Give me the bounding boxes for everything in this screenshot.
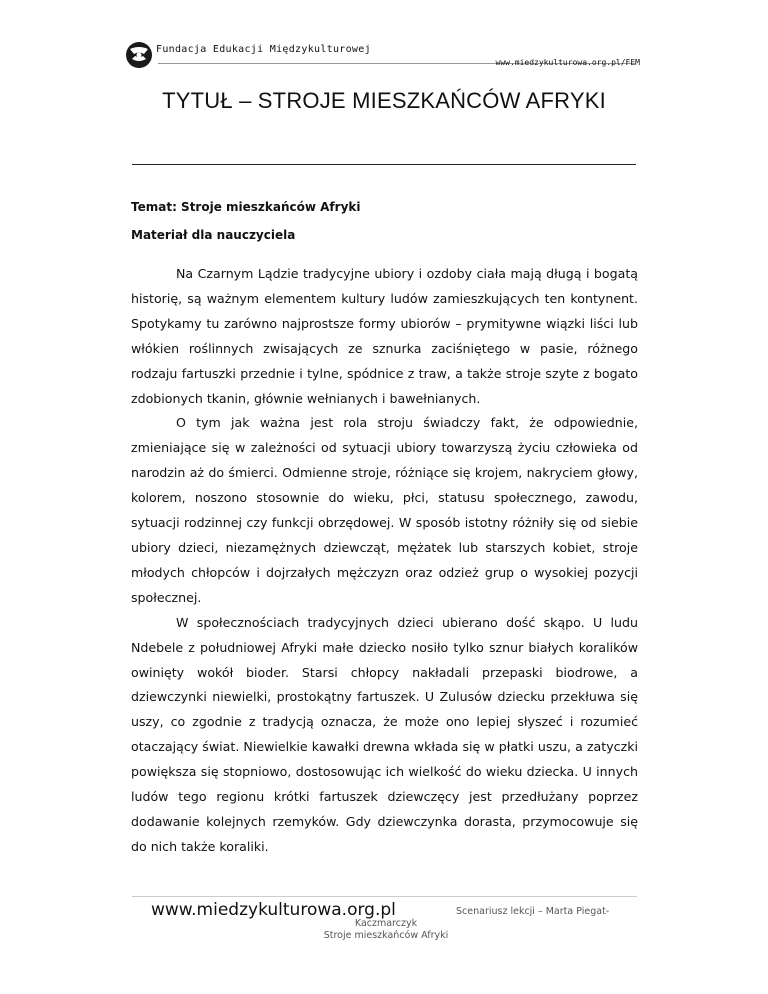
page-title: TYTUŁ – STROJE MIESZKAŃCÓW AFRYKI — [162, 88, 606, 113]
topic-heading: Temat: Stroje mieszkańców Afryki — [131, 200, 361, 214]
footer-scenario-credit: Scenariusz lekcji – Marta Piegat- — [456, 906, 610, 917]
paragraph: O tym jak ważna jest rola stroju świadczy fakt, że odpowiednie, zmieniające się w zależności od sytuacji ubiory towarzyszą życiu człowieka od narodzin aż do śmierci. Odmienne stroje, różniące się krojem, nakryciem głowy, kolorem, noszono stosownie do wieku, płci, statusu społecznego, zawodu, sytuacji rodzinnej czy funkcji obrzędowej. W sposób istotny różniły się od siebie ubiory dzieci, niezamężnych dziewcząt, mężatek lub starszych kobiet, stroje młodych chłopców i dojrzałych mężczyzn oraz odzież grup o wysokiej pozycji społecznej. — [131, 415, 638, 605]
footer-url-link[interactable]: www.miedzykulturowa.org.pl — [151, 900, 396, 920]
footer-divider — [132, 896, 637, 897]
paragraph: W społecznościach tradycyjnych dzieci ubierano dość skąpo. U ludu Ndebele z południowej Afryki małe dziecko nosiło tylko sznur białych koralików owinięty wokół bioder. Starsi chłopcy nakładali przepaski biodrowe, a dziewczynki niewielki, prostokątny fartuszek. U Zulusów dziecku przekłuwa się uszy, co zgodnie z tradycją oznacza, że może ono lepiej słyszeć i rozumieć otaczający świat. Niewielkie kawałki drewna wkłada się w płatki uszu, a zatyczki powiększa się stopniowo, dostosowując ich wielkość do wieku dziecka. U innych ludów tego regionu krótki fartuszek dziewczęcy jest przedłużany poprzez dodawanie kolejnych rzemyków. Gdy dziewczynka dorasta, przymocowuje się do nich także koraliki. — [131, 614, 638, 854]
paragraph: Na Czarnym Lądzie tradycyjne ubiory i ozdoby ciała mają długą i bogatą historię, są ważnym elementem kultury ludów zamieszkujących ten kontynent. Spotykamy tu zarówno najprostsze formy ubiorów – prymitywne wiązki liści lub włókien roślinnych zwisających ze sznurka zaciśniętego w pasie, różnego rodzaju fartuszki przednie i tylne, spódnice z traw, a także stroje szyte z bogato zdobionych tkanin, głównie wełnianych i bawełnianych. — [131, 266, 638, 406]
org-name: Fundacja Edukacji Międzykulturowej — [156, 44, 371, 55]
header-url-link[interactable]: www.miedzykulturowa.org.pl/FEM — [495, 58, 640, 67]
foundation-logo-icon — [124, 40, 154, 70]
material-heading: Materiał dla nauczyciela — [131, 228, 296, 242]
footer-author: Kaczmarczyk — [354, 918, 418, 929]
title-divider — [132, 164, 636, 165]
footer-topic: Stroje mieszkańców Afryki — [323, 930, 449, 941]
document-body — [131, 262, 638, 860]
